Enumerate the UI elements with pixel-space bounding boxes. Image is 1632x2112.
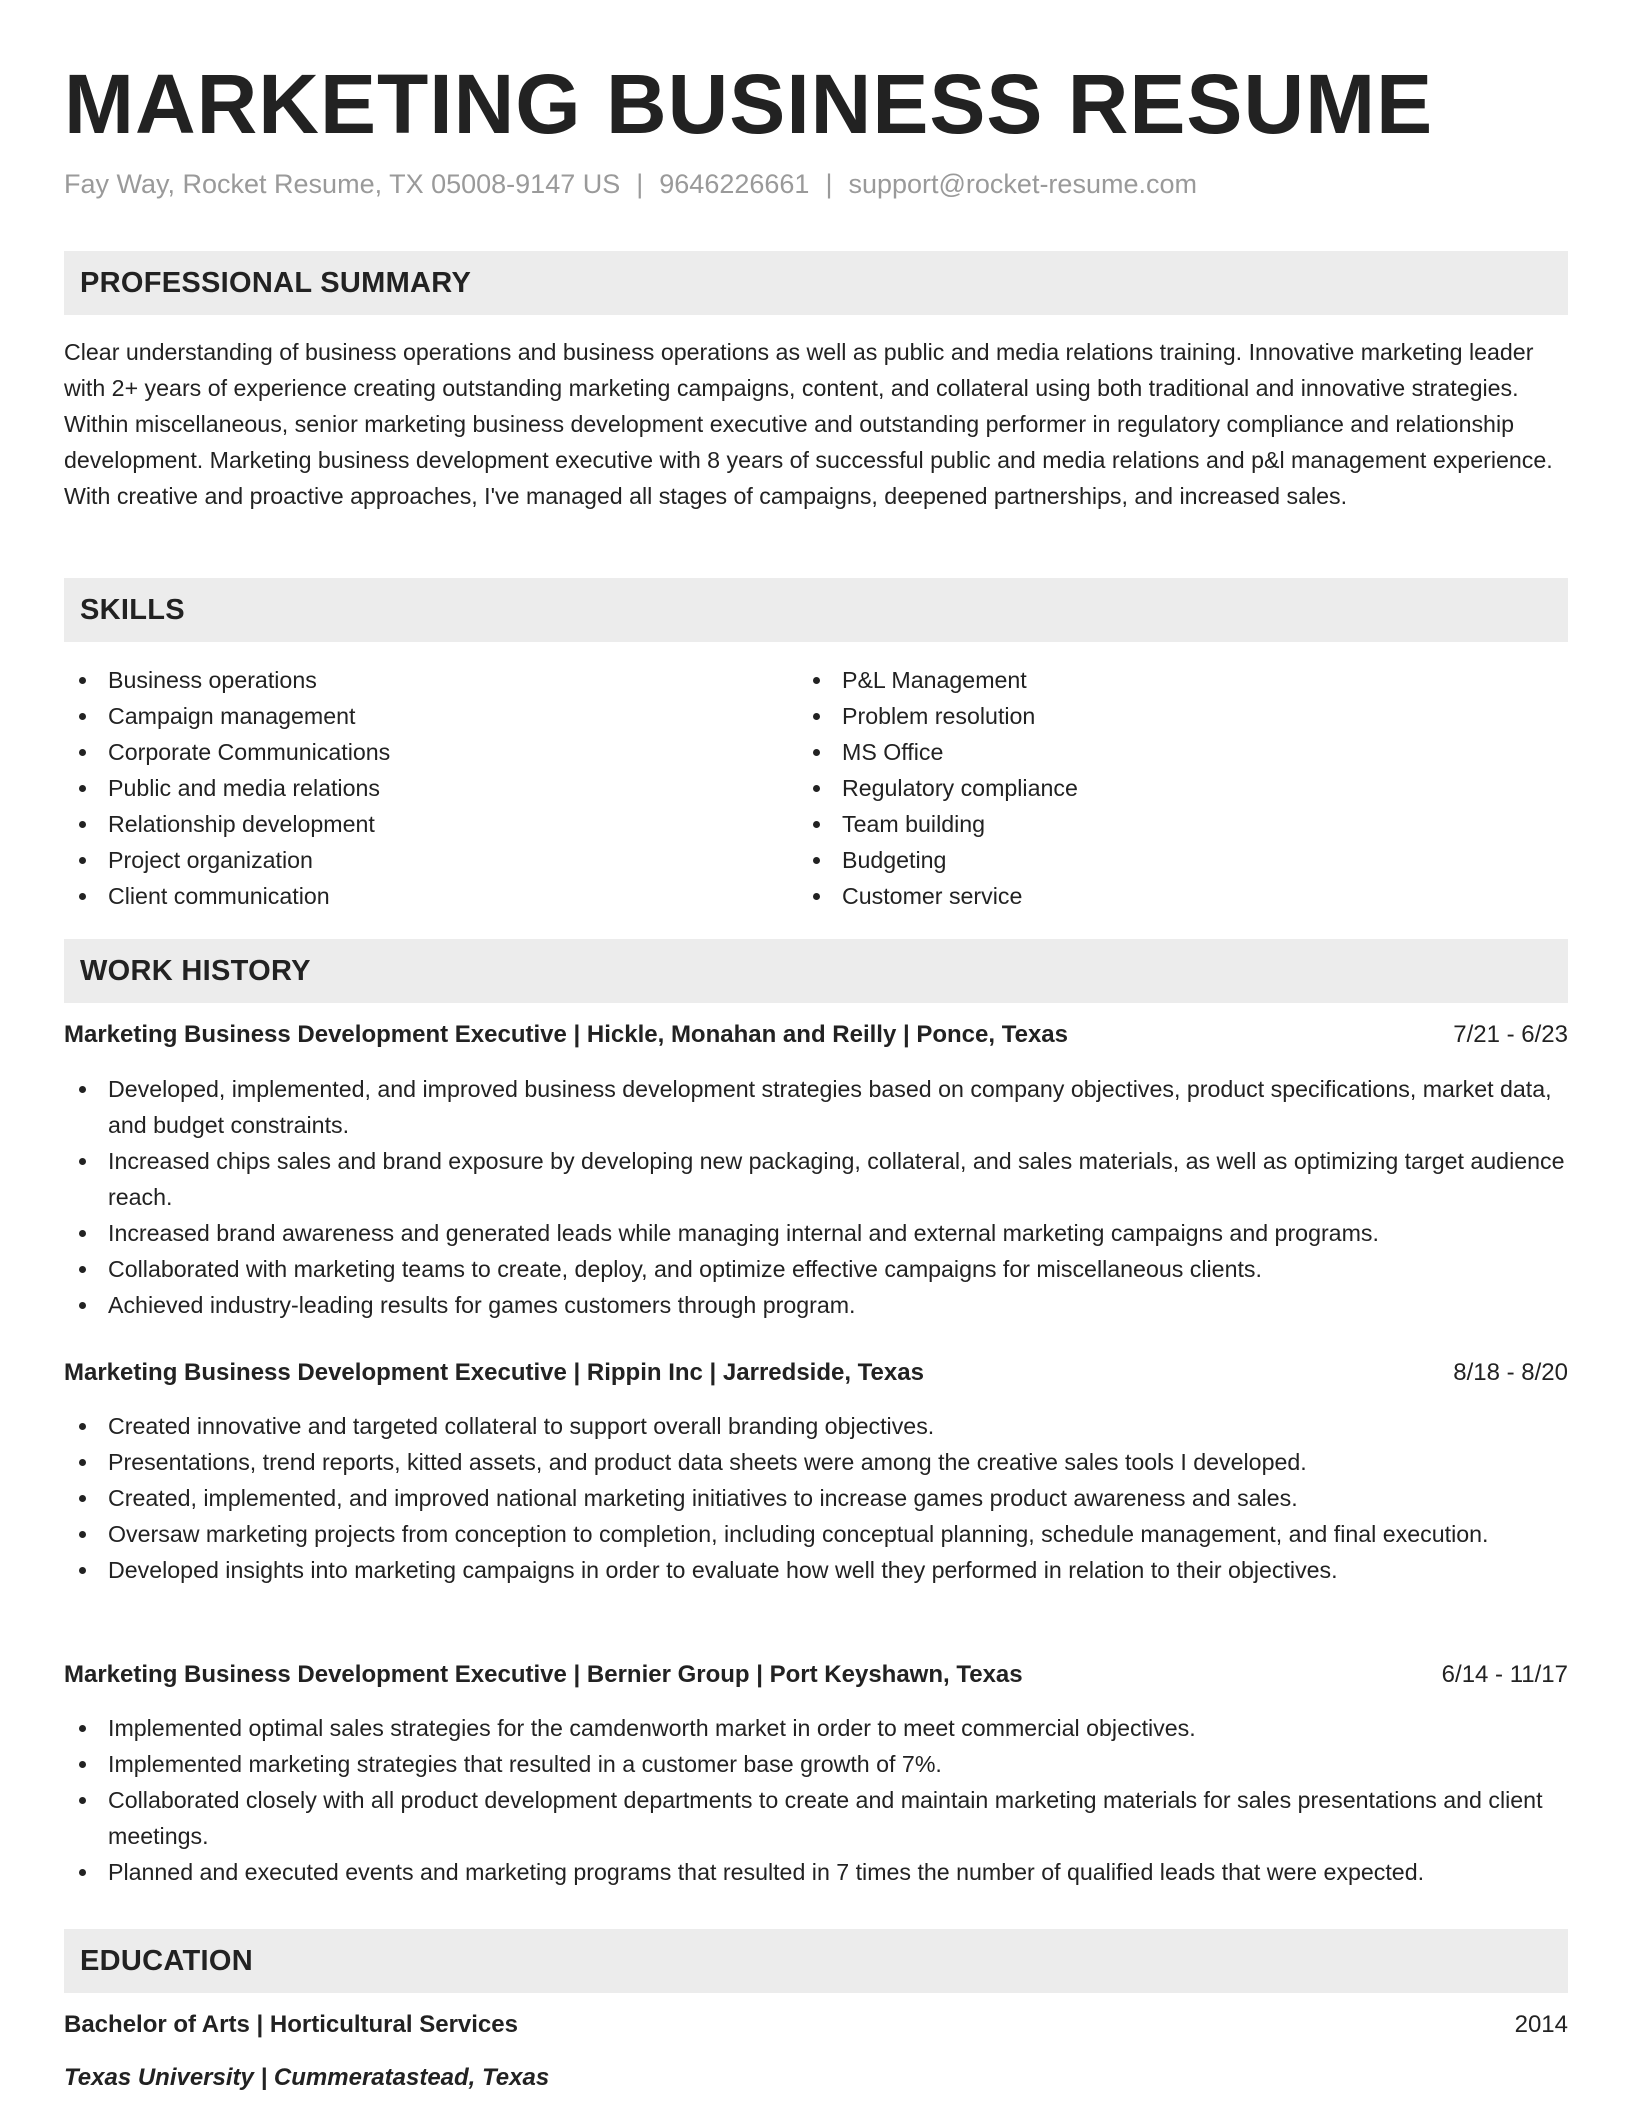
skill-item: P&L Management (798, 662, 1540, 698)
job-bullet: Achieved industry-leading results for games customers through program. (64, 1287, 1568, 1323)
skills-column-right (798, 662, 1540, 914)
education-year: 2014 (1514, 2011, 1568, 2038)
skill-item: Project organization (64, 842, 806, 878)
job-bullet: Implemented optimal sales strategies for the camdenworth market in order to meet commercial objectives. (64, 1710, 1568, 1746)
summary-text: Clear understanding of business operations and business operations as well as public and media relations training. Innovative marketing leader with 2+ years of experience creating outstanding marketing campaigns, content, and collateral using both traditional and innovative strategies. Within miscellaneous, senior marketing business development executive and outstanding performer in regulatory compliance and relationship development. Marketing business development executive with 8 years of successful public and media relations and p&l management experience. With creative and proactive approaches, I've managed all stages of campaigns, deepened partnerships, and increased sales. (64, 339, 1553, 509)
job-bullet: Oversaw marketing projects from conception to completion, including conceptual planning, schedule management, and final execution. (64, 1516, 1568, 1552)
skill-item: MS Office (798, 734, 1540, 770)
job-bullet: Created innovative and targeted collateral to support overall branding objectives. (64, 1408, 1568, 1444)
job-bullet: Implemented marketing strategies that resulted in a customer base growth of 7%. (64, 1746, 1568, 1782)
job-bullet: Collaborated closely with all product development departments to create and maintain marketing materials for sales presentations and client meetings. (64, 1782, 1568, 1854)
section-header-skills (64, 578, 1568, 642)
skill-item: Campaign management (64, 698, 806, 734)
contact-address: Fay Way, Rocket Resume, TX 05008-9147 US (64, 169, 621, 199)
section-title: PROFESSIONAL SUMMARY (80, 266, 472, 299)
job-dates: 8/18 - 8/20 (1453, 1359, 1568, 1386)
skill-item: Customer service (798, 878, 1540, 914)
job-bullet: Increased chips sales and brand exposure by developing new packaging, collateral, and sales materials, as well as optimizing target audience reach. (64, 1143, 1568, 1215)
section-header-work (64, 939, 1568, 1003)
contact-phone: 9646226661 (659, 169, 810, 199)
contact-separator: | (825, 169, 833, 199)
resume-name: MARKETING BUSINESS RESUME (64, 57, 1434, 151)
skill-item: Relationship development (64, 806, 806, 842)
education-school: Texas University | Cummeratastead, Texas (64, 2064, 550, 2091)
job-dates: 6/14 - 11/17 (1441, 1661, 1568, 1688)
contact-separator: | (636, 169, 644, 199)
skill-item: Corporate Communications (64, 734, 806, 770)
skill-item: Team building (798, 806, 1540, 842)
section-title: SKILLS (80, 593, 185, 626)
skills-column-left (64, 662, 806, 914)
skill-item: Budgeting (798, 842, 1540, 878)
job-bullet: Presentations, trend reports, kitted assets, and product data sheets were among the creative sales tools I developed. (64, 1444, 1568, 1480)
skills-list (64, 662, 1568, 914)
job-bullet: Developed insights into marketing campaigns in order to evaluate how well they performed in relation to their objectives. (64, 1552, 1568, 1588)
job-title: Marketing Business Development Executive | Hickle, Monahan and Reilly | Ponce, Texas (64, 1021, 1068, 1048)
skill-item: Public and media relations (64, 770, 806, 806)
skill-item: Regulatory compliance (798, 770, 1540, 806)
job-bullet: Collaborated with marketing teams to create, deploy, and optimize effective campaigns for miscellaneous clients. (64, 1251, 1568, 1287)
education-header (64, 2007, 1568, 2043)
skill-item: Client communication (64, 878, 806, 914)
job-title: Marketing Business Development Executive | Rippin Inc | Jarredside, Texas (64, 1359, 924, 1386)
contact-line (64, 166, 1197, 202)
section-title: WORK HISTORY (80, 954, 311, 987)
job-title: Marketing Business Development Executive | Bernier Group | Port Keyshawn, Texas (64, 1661, 1023, 1688)
job-bullet: Created, implemented, and improved national marketing initiatives to increase games product awareness and sales. (64, 1480, 1568, 1516)
job-bullets (64, 1710, 1568, 1890)
job-bullet: Developed, implemented, and improved business development strategies based on company objectives, product specifications, market data, and budget constraints. (64, 1071, 1568, 1143)
job-bullets (64, 1071, 1568, 1323)
job-bullets (64, 1408, 1568, 1588)
job-bullet: Planned and executed events and marketing programs that resulted in 7 times the number of qualified leads that were expected. (64, 1854, 1568, 1890)
skill-item: Business operations (64, 662, 806, 698)
section-header-summary (64, 251, 1568, 315)
job-dates: 7/21 - 6/23 (1453, 1021, 1568, 1048)
education-degree: Bachelor of Arts | Horticultural Services (64, 2011, 518, 2038)
section-header-education (64, 1929, 1568, 1993)
job-bullet: Increased brand awareness and generated leads while managing internal and external marketing campaigns and programs. (64, 1215, 1568, 1251)
job-header (64, 1355, 1568, 1391)
job-header (64, 1017, 1568, 1053)
job-header (64, 1657, 1568, 1693)
skill-item: Problem resolution (798, 698, 1540, 734)
section-title: EDUCATION (80, 1944, 253, 1977)
contact-email: support@rocket-resume.com (848, 169, 1197, 199)
